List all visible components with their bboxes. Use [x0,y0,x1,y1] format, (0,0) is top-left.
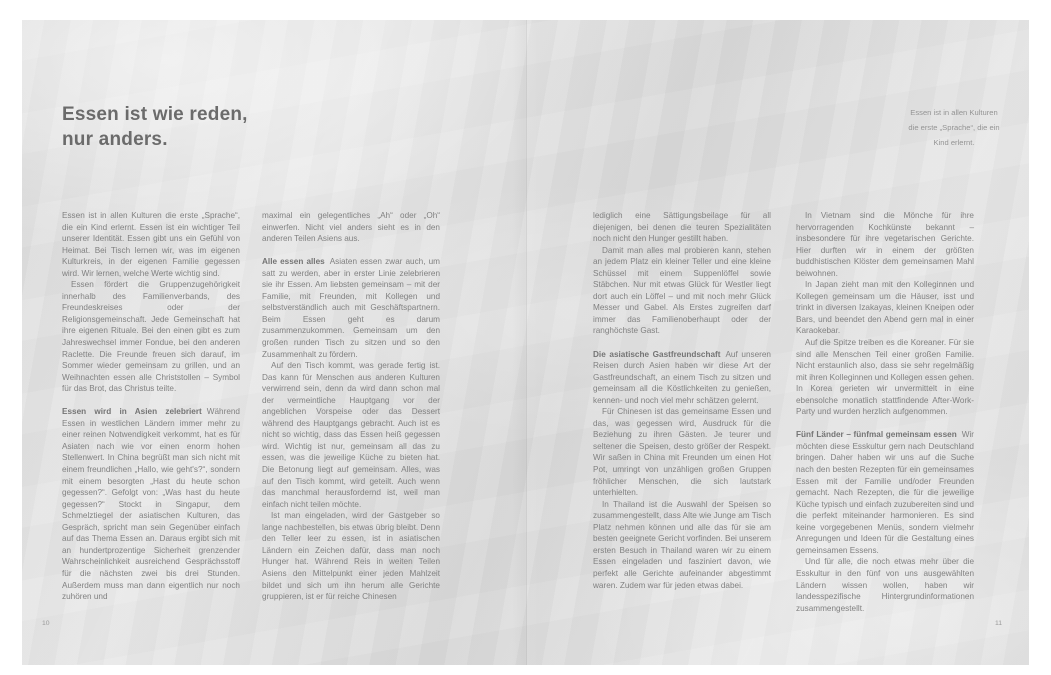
page-title [62,102,248,152]
paragraph: In Thailand ist die Auswahl der Speisen so zusammengestellt, dass Alte wie Junge am Tisch Platz nehmen können und alle das für sie am besten geeignete Gericht vorfinden. Bei unserem ersten Besuch in Thailand waren wir zu einem Essen eingeladen und fasziniert davon, wie perfekt alle Gerichte aufeinander abgestimmt waren. Zudem war für jeden etwas dabei. [593,499,771,590]
section-heading: Alle essen alles [262,257,325,267]
page-seam [526,20,527,665]
paragraph: Ist man eingeladen, wird der Gastgeber so lange nachbestellen, bis etwas übrig bleibt. Denn den Teller leer zu essen, ist in asiatischen Ländern ein Zeichen dafür, dass man noch Hunger hat. Während Reis in weiten Teilen Asiens den Mittelpunkt einer jeden Mahlzeit bildet und sich um ihn herum alle Gerichte gruppieren, ist er für reiche Chinesen [262,511,440,602]
margin-note-line: die erste „Sprache“, die ein [908,123,1000,132]
paragraph: Fünf Länder – fünfmal gemeinsam essen Wir möchten diese Esskultur gern nach Deutschland bringen. Daher haben wir uns auf die Suche nach den besten Rezepten für ein gemeinsames Essen mit der Familie und/oder Freunden gemacht. Nach Rezepten, die für die jeweilige Küche typisch und einfach zuzubereiten sind und die perfekt miteinander harmonieren. Es sind keine vorgegebenen Menüs, sondern vielmehr Anregungen und Ideen für die Gestaltung eines gemeinsamen Essens. [796,430,974,555]
paragraph: Alle essen alles Asiaten essen zwar auch, um satt zu werden, aber in erster Linie zelebrieren sie ihr Essen. Am liebsten gemeinsam – mit der Familie, mit Freunden, mit Kollegen und selbstverständlich auch mit Geschäftspartnern. Beim Essen geht es darum zusammenzukommen. Gemeinsam um den großen runden Tisch zu sitzen und so den Zusammenhalt zu fördern. [262,257,440,359]
page-number-right: 11 [994,620,1002,627]
paragraph: In Vietnam sind die Mönche für ihre hervorragenden Kochkünste bekannt – insbesondere für ihre vegetarischen Gerichte. Hier durften wir in einem der größten buddhistischen Klöster dem gemeinsamen Mahl beiwohnen. [796,211,974,278]
margin-note [891,105,1017,150]
paragraph: Auf die Spitze treiben es die Koreaner. Für sie sind alle Menschen Teil einer großen Familie. Nicht erstaunlich also, dass sie sehr regelmäßig mit ihren Kolleginnen und Kollegen essen gehen. In Korea gerieten wir unvermittelt in eine ebensolche monatlich stattfindende After-Work-Party und wurden herzlich aufgenommen. [796,338,974,417]
paragraph: Für Chinesen ist das gemeinsame Essen und das, was gegessen wird, Ausdruck für die Beziehung zu ihren Gästen. Je teurer und seltener die Speisen, desto größer der Respekt. Wir saßen in China mit Freunden um einen Hot Pot, umringt von unzähligen großen Gruppen fröhlicher Menschen, die sich lautstark unterhielten. [593,407,771,498]
paragraph: In Japan zieht man mit den Kolleginnen und Kollegen gemeinsam um die Häuser, isst und trinkt in diversen Izakayas, kleinen Kneipen oder Bars, und beendet den Abend gern mal in einer Karaokebar. [796,280,974,336]
text-column-1 [62,210,240,603]
section-heading: Essen wird in Asien zelebriert [62,407,202,417]
paragraph: Und für alle, die noch etwas mehr über die Esskultur in den fünf von uns ausgewählten Ländern wissen wollen, haben wir landesspezifische Hintergrundinformationen zusammengestellt. [796,557,974,613]
paragraph: Essen fördert die Gruppenzugehörigkeit innerhalb des Familienverbands, des Freundeskreises oder der Religionsgemeinschaft. Jede Gemeinschaft hat ihre eigenen Rituale. Bei den einen gibt es zum Jahreswechsel immer Fondue, bei den anderen Raclette. Die Freunde freuen sich darauf, im Sommer wieder gemeinsam zu grillen, und an Weihnachten essen alle Christstollen – Symbol für das Brot, das Christus teilte. [62,280,240,394]
paragraph: Die asiatische Gastfreundschaft Auf unseren Reisen durch Asien haben wir diese Art der Gastfreundschaft, an einem Tisch zu sitzen und gemeinsam all die Köstlichkeiten zu genießen, kennen- und noch viel mehr schätzen gelernt. [593,349,771,405]
text-column-2 [262,210,440,603]
paragraph: maximal ein gelegentliches „Ah“ oder „Oh“ einwerfen. Nicht viel anders sieht es in den anderen Teilen Asiens aus. [262,211,440,244]
book-spread [22,20,1029,665]
margin-note-line: Essen ist in allen Kulturen [910,108,998,117]
margin-note-line: Kind erlernt. [933,138,975,147]
text-column-4 [796,210,974,614]
text-column-3 [593,210,771,591]
page-title-line1: Essen ist wie reden, [62,104,248,125]
page-number-left: 10 [42,620,50,627]
paragraph: Essen ist in allen Kulturen die erste „Sprache“, die ein Kind erlernt. Essen ist ein wichtiger Teil unserer Identität. Essen gibt uns ein Gefühl von Heimat. Bei Tisch lernen wir, was im eigenen Kulturkreis, in der eigenen Familie gegessen wird. Wir lernen, welche Werte wichtig sind. [62,211,240,278]
section-heading: Die asiatische Gastfreundschaft [593,349,721,359]
paragraph: Essen wird in Asien zelebriert Während Essen in westlichen Ländern immer mehr zu einer reinen Notwendigkeit verkommt, hat es für Asiaten nach wie vor einen enorm hohen Stellenwert. In China begrüßt man sich nicht mit einem freundlichen „Hallo, wie geht's?“, sondern mit einem besorgten „Hast du heute schon gegessen?“. Gefolgt von: „Was hast du heute gegessen?“ Stockt in Singapur, dem Schmelztiegel der asiatischen Kulturen, das Gespräch, spricht man sein Gegenüber einfach auf das Thema Essen an. Daraus ergibt sich mit an hundertprozentige Sicherheit grenzender Wahrscheinlichkeit ausreichend Gesprächsstoff für die nächsten zwei bis drei Stunden. Außerdem muss man dann eigentlich nur noch zuhören und [62,407,240,602]
paragraph: Auf den Tisch kommt, was gerade fertig ist. Das kann für Menschen aus anderen Kulturen verwirrend sein, denn da wird dann schon mal der vermeintliche Hauptgang vor der angeblichen Vorspeise oder das Dessert während des Hauptgangs gebracht. Auch ist es nicht so wichtig, dass das Essen heiß gegessen wird. Wichtig ist nur, gemeinsam all das zu essen, was die jeweilige Küche zu bieten hat. Die Betonung liegt auf gemeinsam. Alles, was auf den Tisch kommt, wird geteilt. Auch wenn das manchmal herausfordernd ist, weil man einfach nicht teilen möchte. [262,361,440,509]
paragraph: Damit man alles mal probieren kann, stehen an jedem Platz ein kleiner Teller und eine kleine Schüssel mit einem Suppenlöffel sowie Stäbchen. Nur mit etwas Glück für Westler liegt dort auch ein Löffel – und mit noch mehr Glück Messer und Gabel. Als Erstes zugreifen darf immer das Familienoberhaupt oder der ranghöchste Gast. [593,245,771,336]
paragraph: lediglich eine Sättigungsbeilage für all diejenigen, bei denen die teuren Spezialitäten noch nicht den Hunger gestillt haben. [593,211,771,244]
section-heading: Fünf Länder – fünfmal gemeinsam essen [796,430,957,440]
page-title-line2: nur anders. [62,129,168,150]
